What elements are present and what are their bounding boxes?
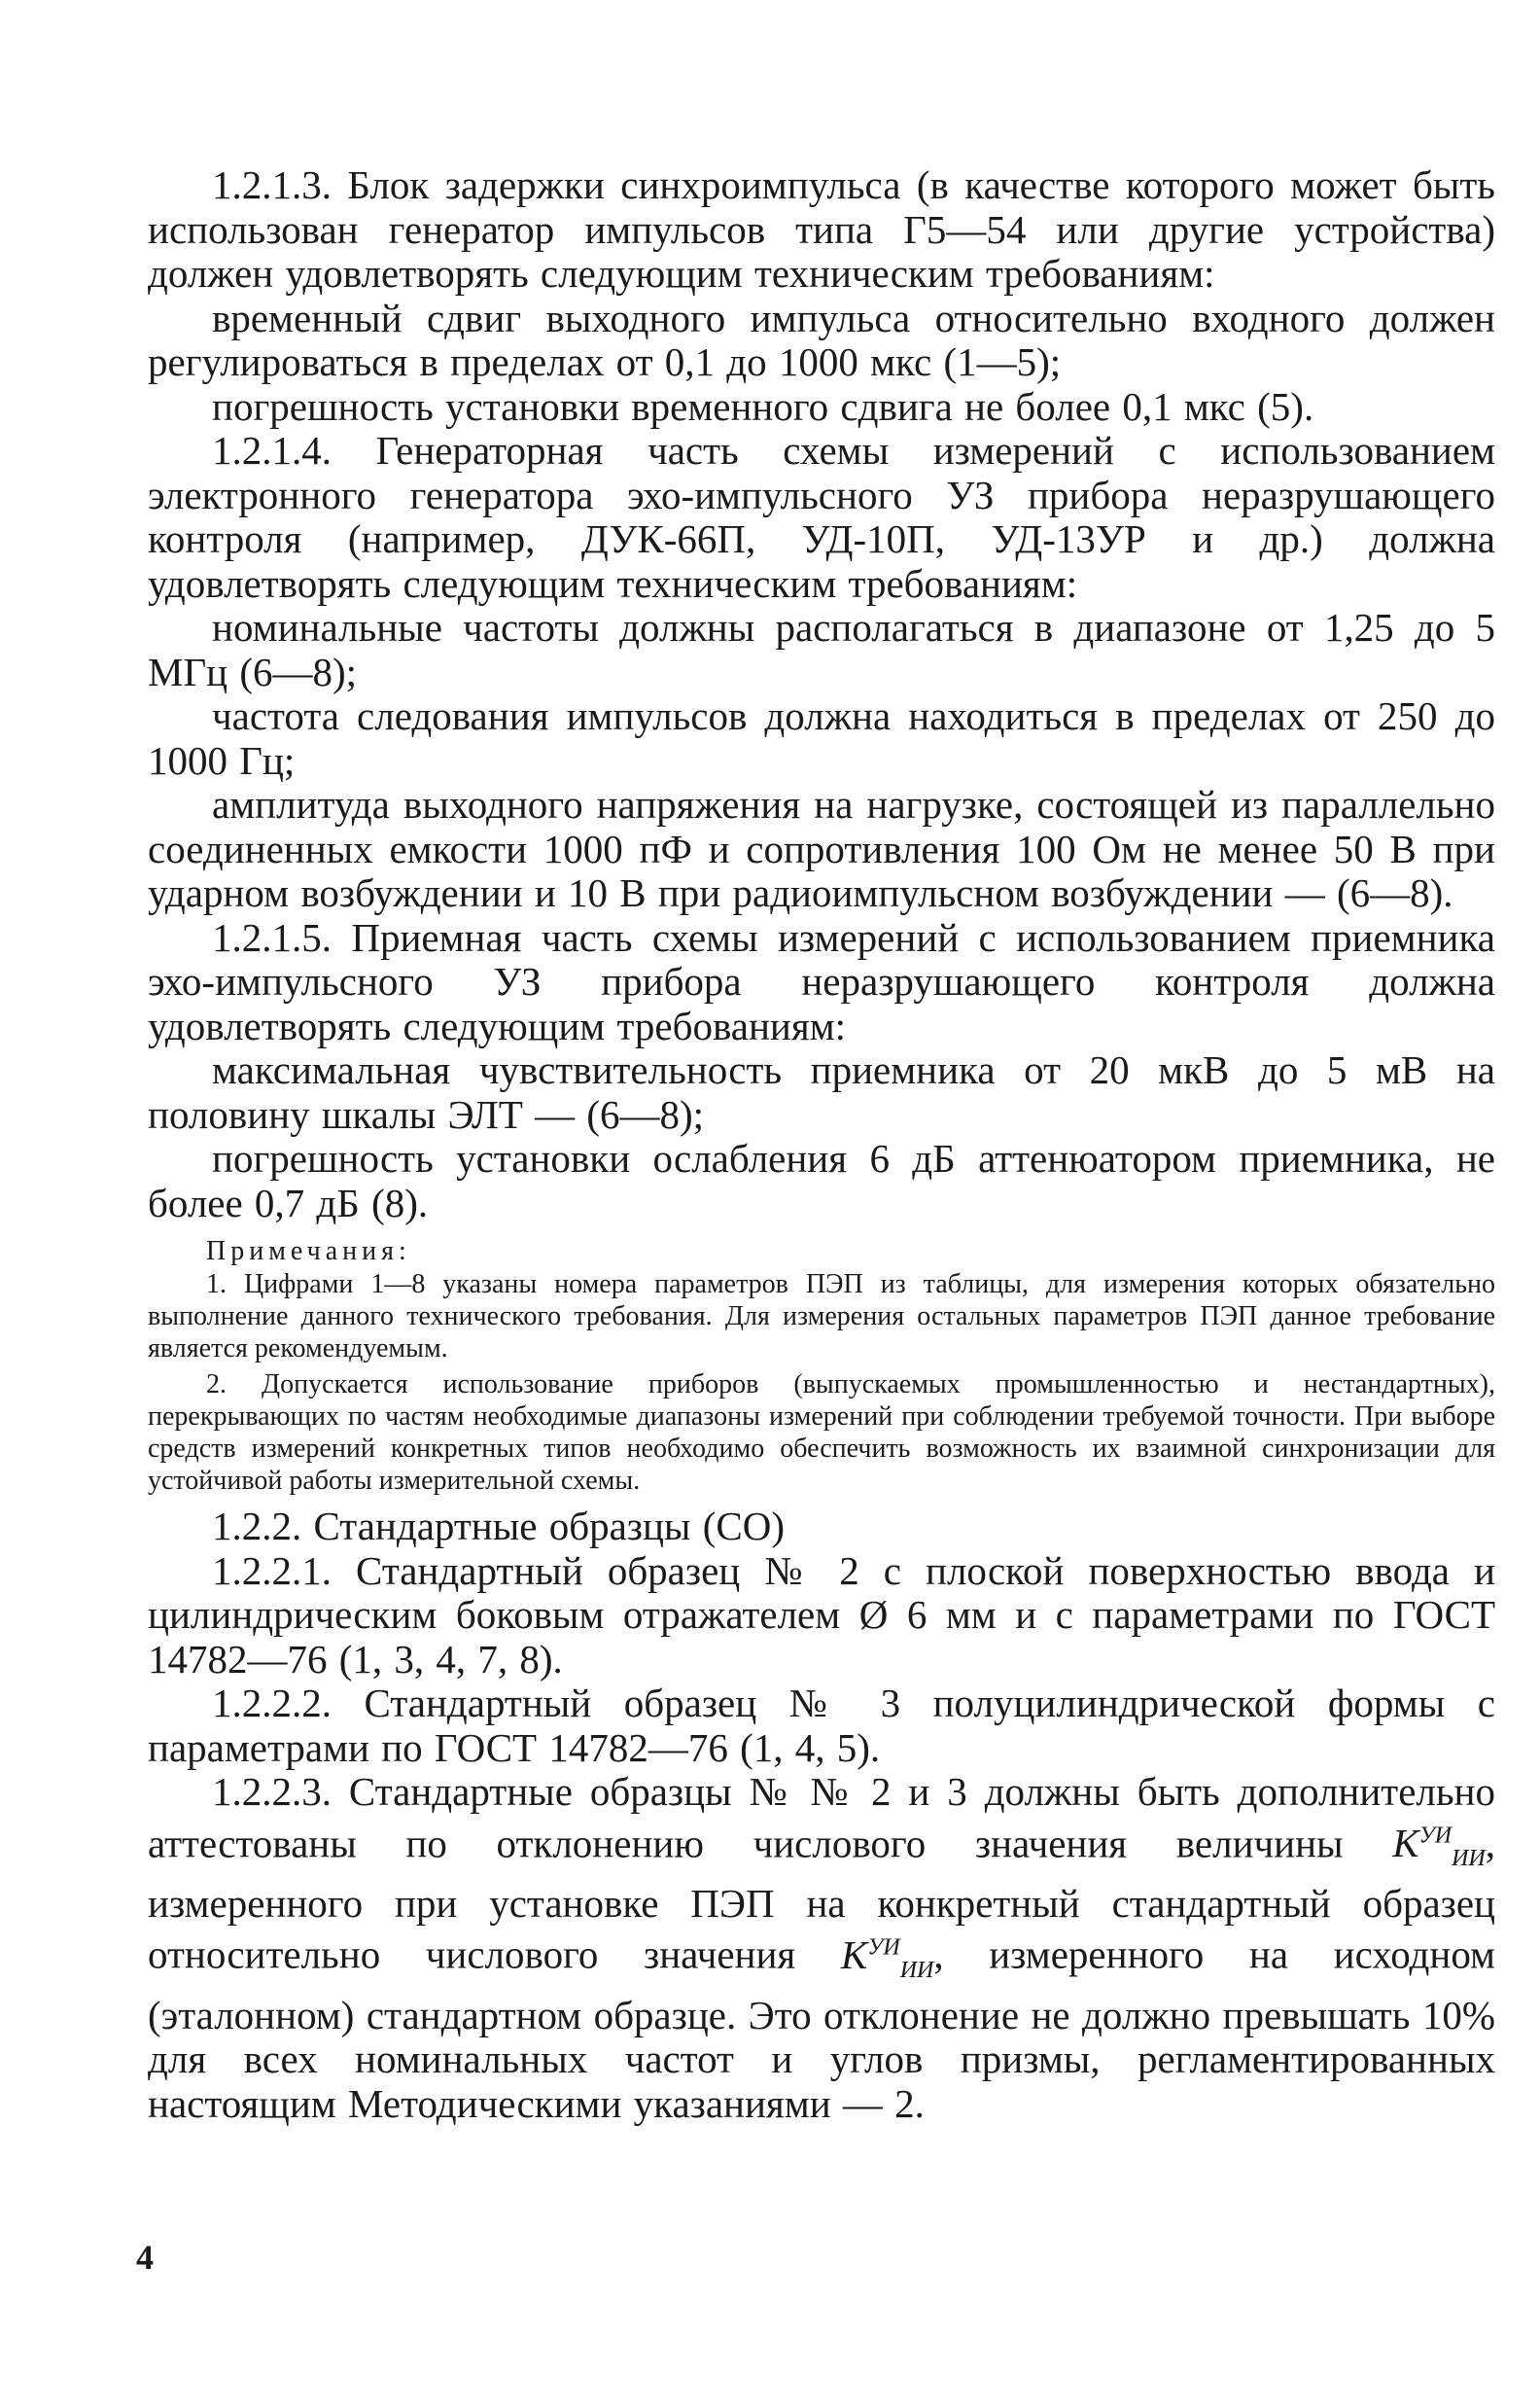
- text-column: [148, 163, 1495, 2126]
- paragraph-1-2-1-3: 1.2.1.3. Блок задержки синхроимпульса (в качестве которого может быть использован генератор импульсов типа Г5—54 или другие устройства) должен удовлетворять следующим техническим требованиям:: [148, 162, 1495, 296]
- paragraph-1-2-2-3-start: 1.2.2.3. Стандартные образцы № № 2 и 3 должны быть дополнительно аттестованы по отклонению числового значения величины: [148, 1769, 1495, 1866]
- paragraph-nominal-frequencies: номинальные частоты должны располагаться в диапазоне от 1,25 до 5 МГц (6—8);: [148, 605, 1495, 694]
- paragraph-pulse-rate: частота следования импульсов должна находиться в пределах от 250 до 1000 Гц;: [148, 693, 1495, 783]
- section-heading-1-2-2: 1.2.2. Стандартные образцы (СО): [212, 1504, 785, 1548]
- paragraph-1-2-2-3: [148, 1770, 1495, 2126]
- paragraph-1-2-2-1: 1.2.2.1. Стандартный образец № 2 с плоской поверхностью ввода и цилиндрическим боковым отражателем Ø 6 мм и с параметрами по ГОСТ 14782—76 (1, 3, 4, 7, 8).: [148, 1547, 1495, 1682]
- paragraph-1-2-1-5: 1.2.1.5. Приемная часть схемы измерений с использованием приемника эхо-импульсного УЗ прибора неразрушающего контроля должна удовлетворять следующим требованиям:: [148, 914, 1495, 1048]
- paragraph-time-shift: временный сдвиг выходного импульса относительно входного должен регулироваться в пределах от 0,1 до 1000 мкс (1—5);: [148, 295, 1495, 384]
- paragraph-1-2-2-3-middle: , измеренного при установке ПЭП на конкретный стандартный образец относительно числового значения: [148, 1821, 1495, 1977]
- coefficient-symbol-1: $K^{УИ}_{ИИ}$: [1392, 1821, 1486, 1872]
- paragraph-output-amplitude: амплитуда выходного напряжения на нагрузке, состоящей из параллельно соединенных емкости 1000 пФ и сопротивления 100 Ом не менее 50 В при ударном возбуждении и 10 В при радиоимпульсном возбуждении — (6—8).: [148, 782, 1495, 915]
- paragraph-shift-error: погрешность установки временного сдвига не более 0,1 мкс (5).: [212, 383, 1314, 429]
- paragraph-sensitivity: максимальная чувствительность приемника от 20 мкВ до 5 мВ на половину шкалы ЭЛТ — (6—8);: [148, 1047, 1495, 1137]
- paragraph-1-2-1-4: 1.2.1.4. Генераторная часть схемы измерений с использованием электронного генератора эхо-импульсного УЗ прибора неразрушающего контроля (например, ДУК-66П, УД-10П, УД-13УР и др.) должна удовлетворять следующим техническим требованиям:: [148, 428, 1495, 606]
- note-1: 1. Цифрами 1—8 указаны номера параметров ПЭП из таблицы, для измерения которых обязательно выполнение данного технического требования. Для измерения остальных параметров ПЭП данное требование является рекомендуемым.: [148, 1269, 1495, 1363]
- coefficient-symbol-2: $K^{УИ}_{ИИ}$: [840, 1932, 934, 1984]
- paragraph-attenuator-error: погрешность установки ослабления 6 дБ аттенюатором приемника, не более 0,7 дБ (8).: [148, 1136, 1495, 1225]
- note-2: 2. Допускается использование приборов (выпускаемых промышленностью и нестандартных), перекрывающих по частям необходимые диапазоны измерений при соблюдении требуемой точности. При выборе средств измерений конкретных типов необходимо обеспечить возможность их взаимной синхронизации для устойчивой работы измерительной схемы.: [148, 1369, 1495, 1496]
- paragraph-1-2-2-3-end: , измеренного на исходном (эталонном) стандартном образце. Это отклонение не должно превышать 10% для всех номинальных частот и углов призмы, регламентированных настоящим Методическими указаниями — 2.: [148, 1932, 1495, 2126]
- page-number: 4: [136, 2238, 154, 2277]
- notes-title: Примечания:: [206, 1236, 411, 1266]
- paragraph-1-2-2-2: 1.2.2.2. Стандартный образец № 3 полуцилиндрической формы с параметрами по ГОСТ 14782—76 (1, 4, 5).: [148, 1681, 1495, 1770]
